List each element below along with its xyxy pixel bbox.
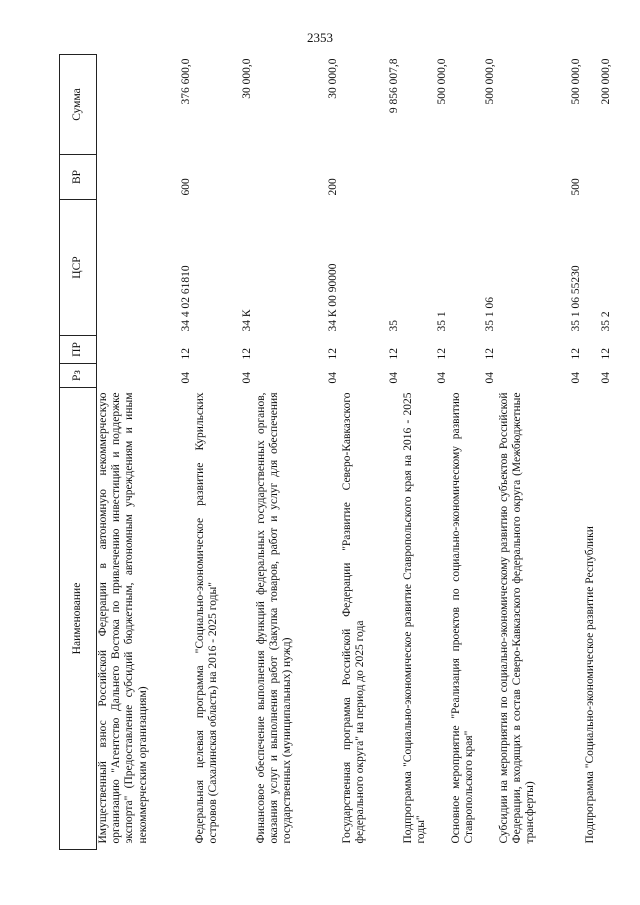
row-rz: 04 [436,372,449,384]
row-name: Подпрограмма "Социально-экономическое развитие Ставропольского края на 2016 - 2025 годы" [401,392,427,844]
table-body [97,55,614,850]
row-csr: 35 1 [436,311,449,332]
row-sum: 500 000,0 [436,58,449,105]
page-number: 2353 [307,30,333,45]
row-sum: 30 000,0 [327,58,340,99]
row-sum: 30 000,0 [241,58,254,99]
row-csr: 35 [388,320,401,332]
table-row [498,55,584,850]
row-sum: 9 856 007,8 [388,58,401,114]
header-rz: Рз [60,364,97,388]
row-name: Подпрограмма "Социально-экономическое развитие Республики [583,526,596,844]
row-name: Финансовое обеспечение выполнения функций федеральных государственных органов, оказания услуг и выполнения работ (Закупка товаров, работ и услуг для обеспечения государственных (муниципальных) нужд) [254,392,293,844]
row-sum: 500 000,0 [484,58,497,105]
row-vr [194,155,255,200]
header-name: Наименование [60,388,97,850]
row-rz: 04 [570,372,583,384]
header-csr: ЦСР [60,200,97,336]
row-csr: 34 К 00 90000 [327,263,340,332]
row-vr [402,155,450,200]
row-csr: 35 1 06 55230 [570,265,583,332]
row-rz: 04 [388,372,401,384]
row-name: Субсидии на мероприятия по социально-экономическому развитию субъектов Российской Федерации, входящих в состав Северо-Кавказского федерального округа (Межбюджетные трансферты) [497,392,536,844]
row-rz: 04 [600,372,613,384]
row-rz: 04 [327,372,340,384]
row-rz: 04 [241,372,254,384]
table-row [402,55,450,850]
row-vr: 200 [327,178,340,196]
row-pr: 12 [241,348,254,360]
row-vr [341,155,402,200]
row-rz: 04 [180,372,193,384]
row-pr: 12 [570,348,583,360]
row-sum: 500 000,0 [570,58,583,105]
row-pr: 12 [180,348,193,360]
row-name: Федеральная целевая программа "Социально-экономическое развитие Курильских островов (Сахалинская область) на 2016 - 2025 годы" [193,392,219,844]
row-name: Имущественный взнос Российской Федерации в автономную некоммерческую организацию "Агентство Дальнего Востока по привлечению инвестиций и поддержке экспорта" (Предоставление субсидий бюджетным, автономным учреждениям и иным некоммерческим организациям) [97,392,149,844]
row-vr [584,155,614,200]
table-row [341,55,402,850]
row-vr: 600 [180,178,193,196]
row-csr: 34 4 02 61810 [180,265,193,332]
row-pr: 12 [327,348,340,360]
row-sum: 200 000,0 [600,58,613,105]
table-row [97,55,194,850]
budget-table [59,54,614,850]
row-pr: 12 [436,348,449,360]
header-sum: Сумма [60,55,97,155]
row-pr: 12 [600,348,613,360]
row-rz: 04 [484,372,497,384]
row-csr: 35 2 [600,311,613,332]
header-vr: ВР [60,155,97,200]
header-row [60,55,97,850]
row-vr [450,155,498,200]
table-row [194,55,255,850]
row-name: Основное мероприятие "Реализация проектов по социально-экономическому развитию Ставропольского края" [449,392,475,844]
row-csr: 34 К [241,309,254,332]
table-row [584,55,614,850]
row-csr: 35 1 06 [484,297,497,332]
header-pr: ПР [60,336,97,364]
budget-table-rotated [59,55,613,850]
row-sum: 376 600,0 [180,58,193,105]
row-vr: 500 [570,178,583,196]
table-row [450,55,498,850]
row-pr: 12 [388,348,401,360]
row-name: Государственная программа Российской Федерации "Развитие Северо-Кавказского федерального округа" на период до 2025 года [340,392,366,844]
row-pr: 12 [484,348,497,360]
table-header [60,55,97,850]
table-row [255,55,341,850]
